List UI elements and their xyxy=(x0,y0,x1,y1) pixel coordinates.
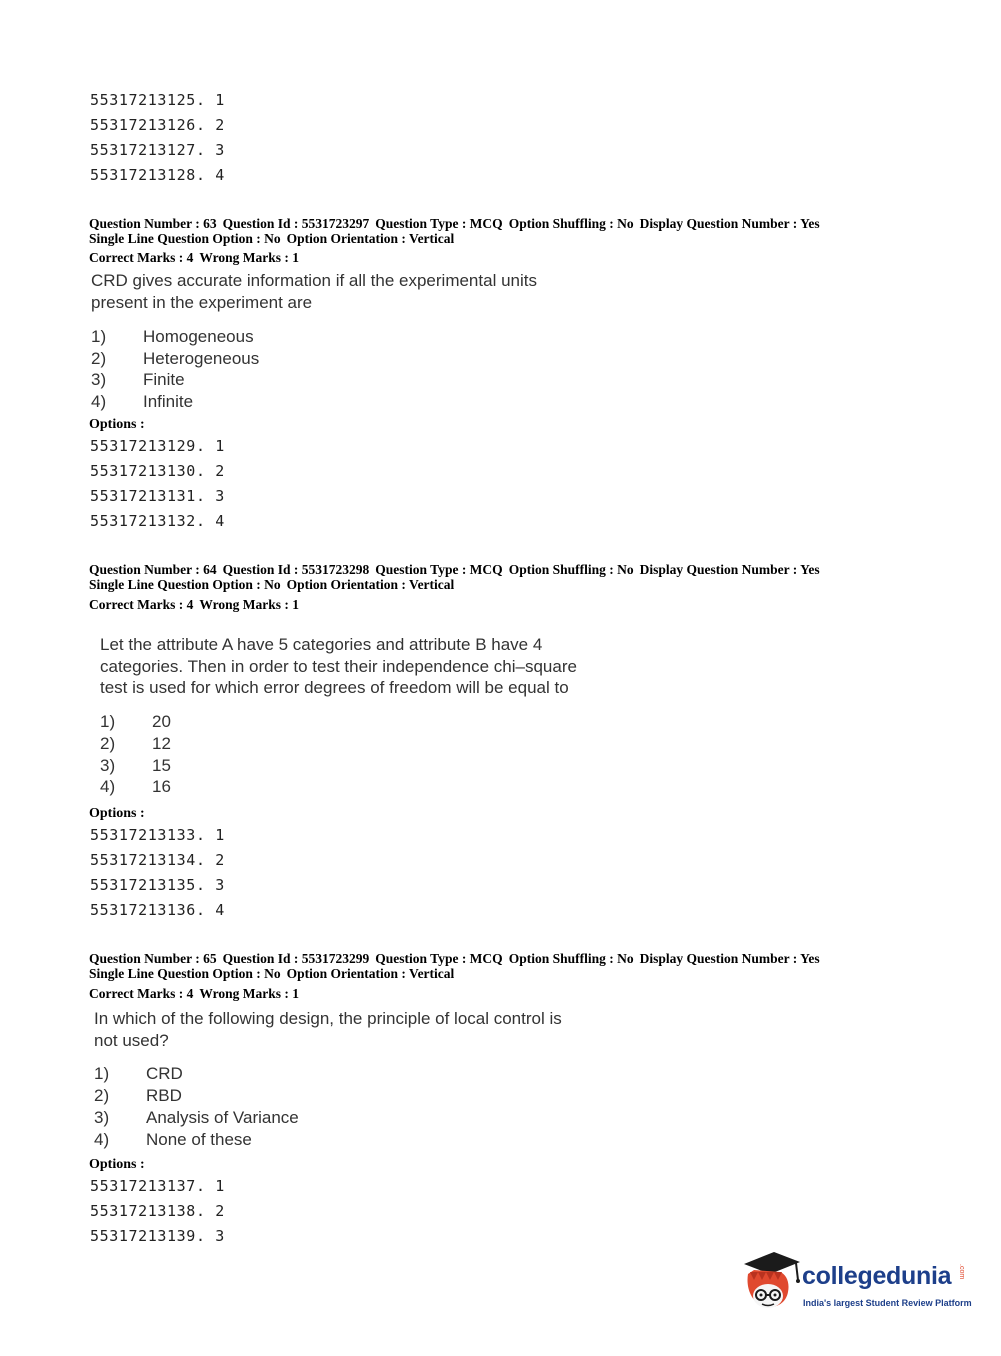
option-code: 55317213128. 4 xyxy=(90,166,225,184)
option-code: 55317213130. 2 xyxy=(90,462,225,480)
option-code: 55317213139. 3 xyxy=(90,1227,225,1245)
options-label: Options : xyxy=(89,806,145,821)
question-meta-line2: Single Line Question Option : No Option Orientation : Vertical xyxy=(89,966,455,981)
answer-choice: 3) Finite xyxy=(91,370,185,389)
logo-wordmark: collegedunia xyxy=(802,1262,952,1290)
question-meta-line2: Single Line Question Option : No Option Orientation : Vertical xyxy=(89,231,455,246)
logo-com: .com xyxy=(958,1264,965,1280)
option-code: 55317213137. 1 xyxy=(90,1177,225,1195)
question-meta-line2: Single Line Question Option : No Option Orientation : Vertical xyxy=(89,577,455,592)
answer-choice: 4) None of these xyxy=(94,1130,252,1149)
collegedunia-logo[interactable] xyxy=(740,1250,970,1320)
answer-choice: 2) 12 xyxy=(100,734,171,753)
question-text: In which of the following design, the principle of local control is not used? xyxy=(94,1009,562,1050)
option-code: 55317213134. 2 xyxy=(90,851,225,869)
option-code: 55317213133. 1 xyxy=(90,826,225,844)
option-code: 55317213127. 3 xyxy=(90,141,225,159)
question-text: CRD gives accurate information if all the experimental units present in the experiment are xyxy=(91,271,537,312)
question-meta-line1: Question Number : 64 Question Id : 5531723298 Question Type : MCQ Option Shuffling : No Display Question Number : Yes xyxy=(89,562,820,577)
answer-choice: 3) 15 xyxy=(100,756,171,775)
student-mascot-icon xyxy=(740,1250,802,1320)
option-code: 55317213129. 1 xyxy=(90,437,225,455)
answer-choice: 4) 16 xyxy=(100,777,171,796)
question-meta-line1: Question Number : 65 Question Id : 5531723299 Question Type : MCQ Option Shuffling : No Display Question Number : Yes xyxy=(89,951,820,966)
option-code: 55317213131. 3 xyxy=(90,487,225,505)
option-code: 55317213126. 2 xyxy=(90,116,225,134)
answer-choice: 2) RBD xyxy=(94,1086,182,1105)
answer-choice: 1) Homogeneous xyxy=(91,327,254,346)
answer-choice: 3) Analysis of Variance xyxy=(94,1108,299,1127)
option-code: 55317213135. 3 xyxy=(90,876,225,894)
answer-choice: 1) 20 xyxy=(100,712,171,731)
option-code: 55317213132. 4 xyxy=(90,512,225,530)
logo-tagline: India's largest Student Review Platform xyxy=(803,1298,972,1308)
answer-choice: 2) Heterogeneous xyxy=(91,349,260,368)
options-label: Options : xyxy=(89,417,145,432)
option-code: 55317213136. 4 xyxy=(90,901,225,919)
answer-choice: 1) CRD xyxy=(94,1064,183,1083)
question-marks: Correct Marks : 4 Wrong Marks : 1 xyxy=(89,250,299,265)
question-meta-line1: Question Number : 63 Question Id : 5531723297 Question Type : MCQ Option Shuffling : No Display Question Number : Yes xyxy=(89,216,820,231)
question-marks: Correct Marks : 4 Wrong Marks : 1 xyxy=(89,597,299,612)
option-code: 55317213138. 2 xyxy=(90,1202,225,1220)
option-code: 55317213125. 1 xyxy=(90,91,225,109)
question-text: Let the attribute A have 5 categories and attribute B have 4 categories. Then in order to test their independence chi–square test is used for which error degrees of freedom will be equal to xyxy=(100,635,577,697)
answer-choice: 4) Infinite xyxy=(91,392,194,411)
question-marks: Correct Marks : 4 Wrong Marks : 1 xyxy=(89,986,299,1001)
options-label: Options : xyxy=(89,1157,145,1172)
